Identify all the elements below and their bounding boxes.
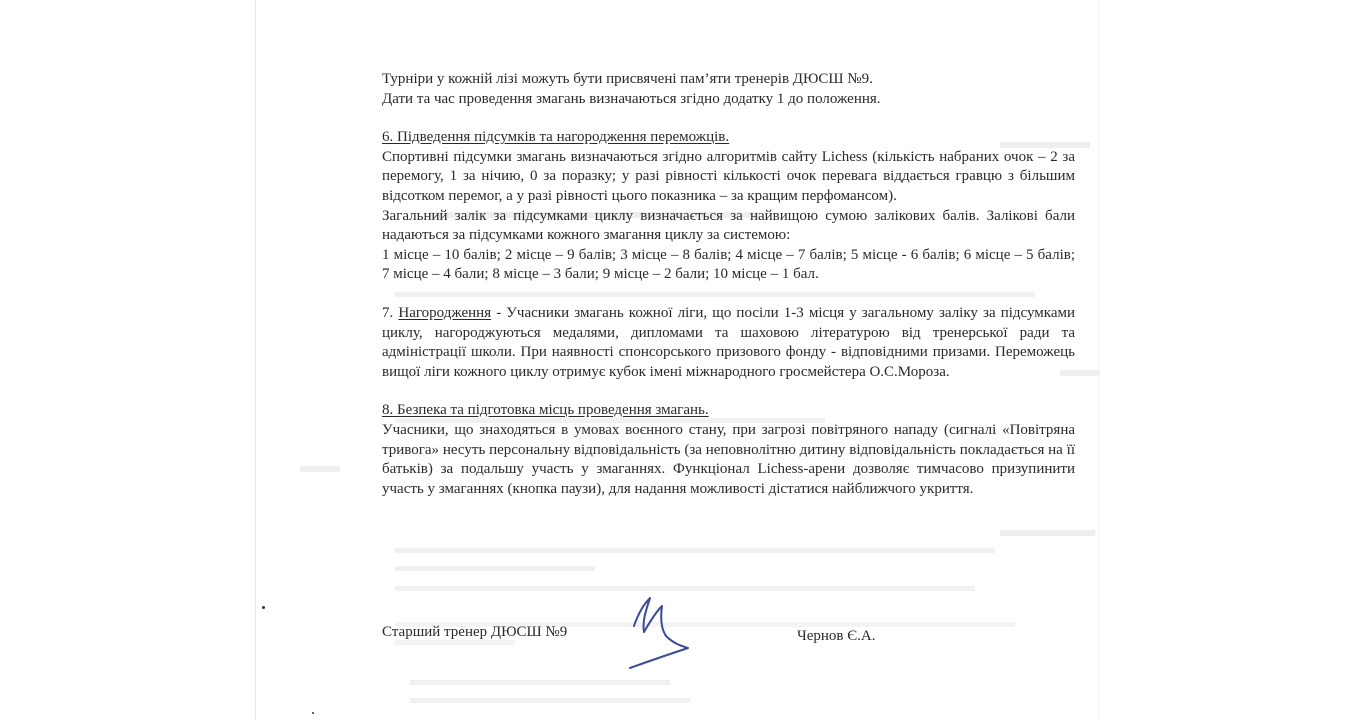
section-6-heading [382, 128, 1075, 148]
page-left-edge [255, 0, 256, 720]
section-7-number: 7. [382, 304, 394, 321]
section-7-text: - Учасники змагань кожної ліги, що посіли 1-3 місця у загальному заліку за підсумками циклу, нагороджуються медалями, дипломами та шаховою літературою від тренерської ради та адміністрації школи. При наявності спонсорського призового фонду - відповідними призами. Переможець вищої ліги кожного циклу отримує кубок імені міжнародного гросмейстера О.С.Мороза. [382, 304, 1076, 380]
section-8-heading-text: 8. Безпека та підготовка місць проведення змагань. [382, 402, 709, 419]
section-7 [382, 304, 1075, 382]
signer-role: Старший тренер ДЮСШ №9 [382, 624, 568, 640]
section-6-heading-text: 6. Підведення підсумків та нагородження переможців. [382, 129, 730, 146]
signature-block [382, 624, 902, 684]
signer-name: Чернов Є.А. [797, 628, 876, 644]
scan-speck [262, 606, 265, 609]
paragraph-dedication: Турніри у кожній лізі можуть бути присвячені пам’яти тренерів ДЮСШ №9. [382, 71, 873, 87]
section-6-points-scale: 1 місце – 10 балів; 2 місце – 9 балів; 3 місце – 8 балів; 4 місце – 7 балів; 5 місце - 6 балів; 6 місце – 5 балів; 7 місце – 4 бали; 8 місце – 3 бали; 9 місце – 2 бали; 10 місце – 1 бал. [382, 246, 1075, 283]
handwritten-signature [622, 596, 702, 671]
section-8-text: Учасники, що знаходяться в умовах воєнного стану, при загрозі повітряного нападу (сигналі «Повітряна тривога» несуть персональну відповідальність (за неповнолітню дитину відповідальність покладається на її батьків) за подальшу участь у змаганнях. Функціонал Lichess-арени дозволяє тимчасово призупинити участь у змаганнях (кнопка паузи), для надання можливості дістатися найближчого укриття. [382, 421, 1075, 497]
paragraph-dates: Дати та час проведення змагань визначаються згідно додатку 1 до положення. [382, 90, 881, 107]
scan-speck [312, 712, 314, 714]
section-6-overall: Загальний залік за підсумками циклу визначається за найвищою сумою залікових балів. Залікові бали надаються за підсумками кожного змагання циклу за системою: [382, 207, 1075, 244]
page-right-edge [1098, 0, 1099, 720]
section-7-heading: Нагородження [398, 304, 492, 321]
section-8-heading [382, 401, 1075, 421]
document-body [382, 70, 1075, 499]
section-6-results: Спортивні підсумки змагань визначаються згідно алгоритмів сайту Lichess (кількість набраних очок – 2 за перемогу, 1 за нічию, 0 за поразку; у разі рівності кількості очок перевага віддається гравцю з більшим відсотком перемог, а у разі рівності цього показника – за кращим перфомансом). [382, 148, 1075, 204]
